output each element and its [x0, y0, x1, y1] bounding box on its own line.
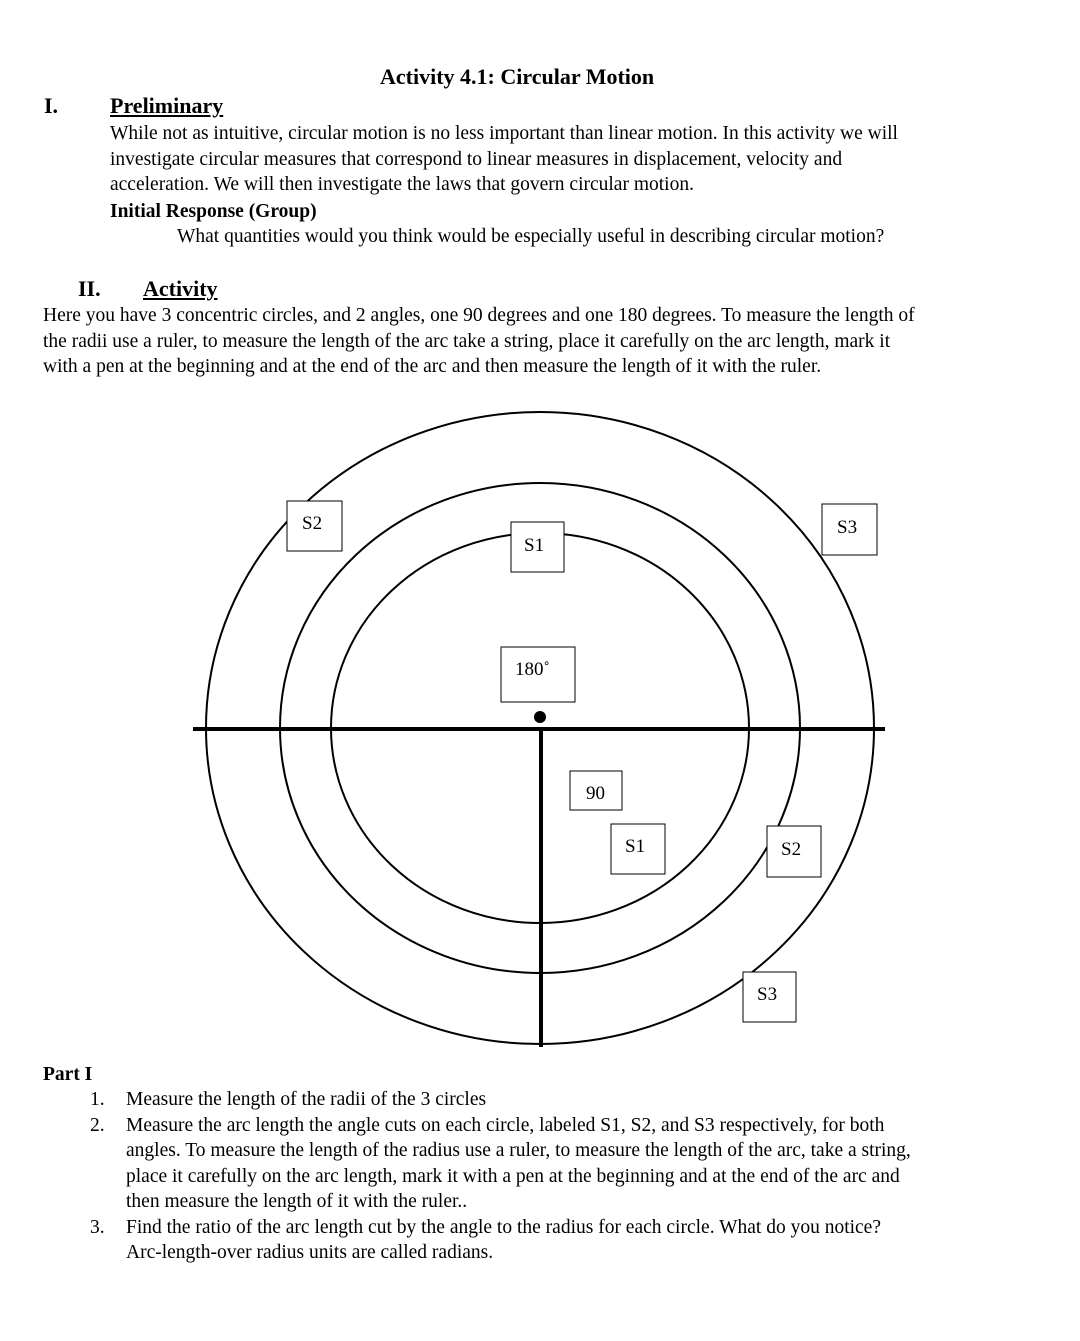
- section-1-line: While not as intuitive, circular motion is no less important than linear motion. In this activity we will: [110, 123, 898, 144]
- list-line: angles. To measure the length of the radius use a ruler, to measure the length of the arc, take a string,: [126, 1140, 911, 1161]
- list-number: 3.: [90, 1216, 105, 1238]
- section-1-line: investigate circular measures that correspond to linear measures in displacement, velocity and: [110, 148, 843, 170]
- list-number: 2.: [90, 1114, 105, 1136]
- list-line: Measure the length of the radii of the 3 circles: [126, 1089, 487, 1110]
- list-item: [90, 1215, 1040, 1266]
- initial-response-label: Initial Response (Group): [110, 201, 317, 222]
- part-1-list: [90, 1087, 1040, 1266]
- list-item: [90, 1087, 1040, 1113]
- list-line: place it carefully on the arc length, mark it with a pen at the beginning and at the end of the arc and: [126, 1165, 900, 1187]
- section-2-line: with a pen at the beginning and at the end of the arc and then measure the length of it with the ruler.: [43, 356, 822, 377]
- list-line: then measure the length of it with the ruler..: [126, 1191, 468, 1212]
- section-2-line: Here you have 3 concentric circles, and 2 angles, one 90 degrees and one 180 degrees. To measure the length of: [43, 305, 915, 326]
- label-angle-90: 90: [586, 783, 605, 804]
- section-1-line: acceleration. We will then investigate the laws that govern circular motion.: [110, 174, 694, 195]
- label-s3-top: S3: [837, 517, 858, 538]
- section-1-numeral: I.: [44, 93, 59, 118]
- section-1-heading: Preliminary: [110, 93, 224, 118]
- list-line: Measure the arc length the angle cuts on each circle, labeled S1, S2, and S3 respectively, for both: [126, 1114, 885, 1136]
- label-s2-bottom: S2: [781, 839, 802, 860]
- list-line: Arc-length-over radius units are called radians.: [126, 1242, 494, 1263]
- section-2-heading: Activity: [143, 276, 218, 301]
- section-2-line: the radii use a ruler, to measure the length of the arc take a string, place it carefully on the arc length, mark it: [43, 330, 891, 352]
- center-dot: [534, 711, 546, 723]
- label-s1-bottom: S1: [625, 836, 646, 857]
- label-s2-top: S2: [302, 513, 323, 534]
- label-s3-bottom: S3: [757, 984, 778, 1005]
- list-line: Find the ratio of the arc length cut by the angle to the radius for each circle. What do you notice?: [126, 1216, 881, 1238]
- part-1-heading: Part I: [43, 1064, 93, 1085]
- label-angle-180: 180˚: [515, 659, 550, 680]
- list-item: [90, 1113, 1040, 1215]
- label-s1-top: S1: [524, 535, 545, 556]
- initial-response-question: What quantities would you think would be especially useful in describing circular motion?: [177, 226, 885, 247]
- list-number: 1.: [90, 1089, 105, 1110]
- page-title: Activity 4.1: Circular Motion: [380, 64, 655, 89]
- section-2-numeral: II.: [78, 276, 101, 301]
